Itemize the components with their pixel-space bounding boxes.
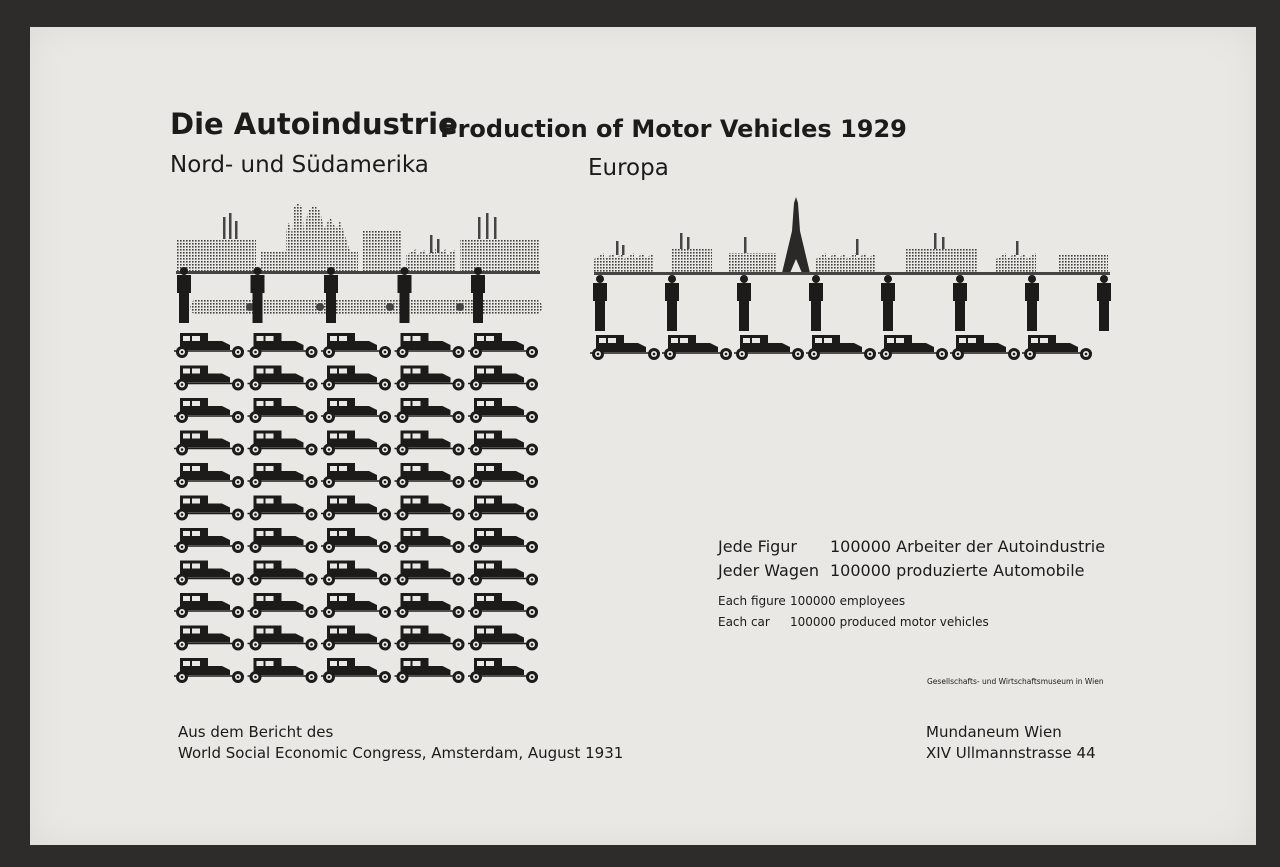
car-icon	[395, 626, 465, 651]
worker-figure	[471, 267, 485, 323]
factory-skyline-america	[176, 203, 540, 274]
car-icon	[248, 658, 318, 683]
legend-value: 100000 Arbeiter der Autoindustrie	[830, 536, 1106, 556]
car-icon	[878, 335, 948, 360]
worker-figure	[251, 267, 265, 323]
car-icon	[662, 335, 732, 360]
car-icon	[395, 398, 465, 423]
source-line-1: Aus dem Bericht des	[178, 723, 334, 741]
car-icon	[248, 398, 318, 423]
car-icon	[321, 463, 391, 488]
car-icon	[395, 463, 465, 488]
legend-row-figure-en	[718, 590, 1105, 611]
legend-key: Each car	[718, 614, 770, 629]
car-icon	[321, 528, 391, 553]
car-icon	[950, 335, 1020, 360]
car-icon	[468, 463, 538, 488]
car-icon	[395, 658, 465, 683]
car-icon	[468, 528, 538, 553]
worker-figure	[1025, 275, 1039, 331]
car-icon	[468, 561, 538, 586]
legend-value: 100000 produzierte Automobile	[830, 560, 1085, 580]
museum-credit: Gesellschafts- und Wirtschaftsmuseum in Wien	[927, 677, 1104, 686]
car-icon	[468, 626, 538, 651]
legend-key: Jeder Wagen	[718, 560, 819, 580]
car-icon	[174, 431, 244, 456]
worker-figure	[1097, 275, 1111, 331]
car-icon	[248, 366, 318, 391]
car-icon	[468, 431, 538, 456]
legend-value: 100000 produced motor vehicles	[790, 614, 989, 629]
region-label-europe: Europa	[588, 155, 669, 181]
worker-figure	[665, 275, 679, 331]
factory-skyline-europe	[594, 197, 1110, 275]
car-icon	[395, 333, 465, 358]
car-icon	[395, 593, 465, 618]
car-icon	[174, 528, 244, 553]
car-icon	[321, 366, 391, 391]
car-icon	[321, 398, 391, 423]
car-icon	[248, 528, 318, 553]
worker-figure	[593, 275, 607, 331]
legend-value: 100000 employees	[790, 593, 906, 608]
car-icon	[468, 496, 538, 521]
title-german: Die Autoindustrie	[170, 107, 458, 141]
worker-figure	[737, 275, 751, 331]
car-icon	[395, 496, 465, 521]
car-icon	[248, 626, 318, 651]
address-line-1: Mundaneum Wien	[926, 723, 1062, 741]
worker-figure	[809, 275, 823, 331]
car-icon	[734, 335, 804, 360]
worker-figure	[953, 275, 967, 331]
source-line-2: World Social Economic Congress, Amsterdam, August 1931	[178, 744, 624, 762]
car-icon	[174, 496, 244, 521]
car-icon	[321, 626, 391, 651]
car-icon	[174, 333, 244, 358]
car-icon	[321, 333, 391, 358]
car-icon	[174, 366, 244, 391]
worker-figure	[324, 267, 338, 323]
title-english: Production of Motor Vehicles 1929	[440, 115, 907, 143]
car-icon	[395, 431, 465, 456]
worker-figure	[398, 267, 412, 323]
car-icon	[468, 593, 538, 618]
car-icon	[468, 398, 538, 423]
car-icon	[806, 335, 876, 360]
legend-key: Jede Figur	[718, 536, 798, 556]
legend	[718, 534, 1105, 632]
car-icon	[248, 463, 318, 488]
source-note	[178, 722, 623, 764]
car-icon	[174, 463, 244, 488]
conveyor-belt-america	[190, 299, 542, 315]
legend-row-car-de	[718, 558, 1105, 582]
car-icon	[468, 658, 538, 683]
poster-card	[30, 27, 1256, 845]
car-icon	[174, 561, 244, 586]
car-icon	[590, 335, 660, 360]
car-icon	[174, 626, 244, 651]
car-icon	[248, 431, 318, 456]
car-icon	[248, 561, 318, 586]
car-icon	[174, 593, 244, 618]
address-line-2: XIV Ullmannstrasse 44	[926, 744, 1096, 762]
worker-figure	[177, 267, 191, 323]
car-icon	[321, 431, 391, 456]
car-icon	[395, 561, 465, 586]
car-icon	[1022, 335, 1092, 360]
region-label-america: Nord- und Südamerika	[170, 152, 429, 178]
car-icon	[395, 366, 465, 391]
car-icon	[248, 496, 318, 521]
legend-row-car-en	[718, 611, 1105, 632]
worker-figure	[881, 275, 895, 331]
car-icon	[248, 333, 318, 358]
car-icon	[174, 398, 244, 423]
car-icon	[468, 333, 538, 358]
car-icon	[321, 593, 391, 618]
legend-row-figure-de	[718, 534, 1105, 558]
car-icon	[321, 658, 391, 683]
address	[926, 722, 1096, 764]
car-icon	[468, 366, 538, 391]
car-icon	[248, 593, 318, 618]
legend-key: Each figure	[718, 593, 786, 608]
car-icon	[174, 658, 244, 683]
car-icon	[321, 561, 391, 586]
car-icon	[395, 528, 465, 553]
car-icon	[321, 496, 391, 521]
